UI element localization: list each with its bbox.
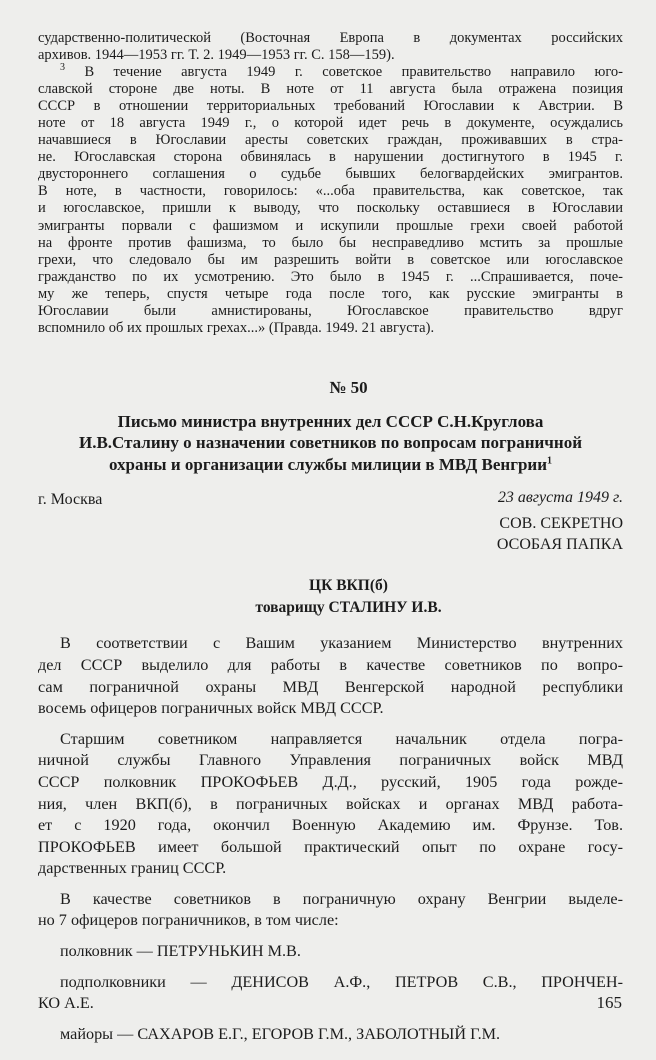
document-place: г. Москва bbox=[38, 491, 103, 509]
body-line: дел СССР выделило для работы в качестве советников по вопро- bbox=[38, 655, 623, 674]
footnote-line: В ноте, в частности, говорилось: «...оба правительства, как советское, так bbox=[38, 183, 623, 200]
body-line: подполковники — ДЕНИСОВ А.Ф., ПЕТРОВ С.В., ПРОНЧЕН- bbox=[60, 972, 623, 991]
paragraph bbox=[38, 633, 623, 719]
footnote-marker: 3 bbox=[60, 62, 65, 74]
body-line: сам пограничной охраны МВД Венгерской народной республики bbox=[38, 677, 623, 696]
title-line: охраны и организации службы милиции в МВД Венгрии bbox=[108, 454, 547, 474]
paragraph bbox=[38, 972, 623, 1015]
addressee-line: ЦК ВКП(б) bbox=[309, 577, 388, 595]
paragraph bbox=[38, 729, 623, 880]
footnote-line: сударственно-политической (Восточная Европа в документах российских bbox=[38, 30, 623, 46]
footnote-line: грехи, что следовало бы им разрешить войти в советское или югославское bbox=[38, 251, 623, 268]
title-line: Письмо министра внутренних дел СССР С.Н.Круглова bbox=[117, 411, 544, 431]
body-line: но 7 офицеров пограничников, в том числе: bbox=[38, 911, 339, 930]
body-line: Старшим советником направляется начальник отдела погра- bbox=[60, 729, 623, 748]
footnote-line: му же теперь, спустя четыре года после того, как русские эмигранты в bbox=[38, 285, 623, 302]
footnote bbox=[38, 30, 623, 337]
footnote-line: Югославии были амнистированы, Югославское правительство вдруг bbox=[38, 302, 623, 319]
body-line: КО А.Е. bbox=[38, 994, 94, 1013]
footnote-text: В течение августа 1949 г. советское правительство направило юго- bbox=[84, 64, 623, 81]
body-line: дарственных границ СССР. bbox=[38, 859, 227, 878]
letter-body bbox=[38, 633, 623, 1045]
footnote-line: эмигранты порвали с фашизмом и искупили прошлые грехи своей работой bbox=[38, 217, 623, 234]
footnote-line: не. Югославская сторона обвинялась в нарушении достигнутого в 1945 г. bbox=[38, 149, 623, 166]
paragraph bbox=[38, 889, 623, 932]
body-line: СССР полковник ПРОКОФЬЕВ Д.Д., русский, 1905 года рожде- bbox=[38, 772, 623, 791]
title-line: И.В.Сталину о назначении советников по вопросам пограничной bbox=[78, 433, 582, 453]
body-line: полковник — ПЕТРУНЬКИН М.В. bbox=[60, 942, 301, 961]
page-number: 165 bbox=[596, 993, 622, 1012]
body-line: ничной службы Главного Управления пограничных войск МВД bbox=[38, 751, 623, 770]
body-line: майоры — САХАРОВ Е.Г., ЕГОРОВ Г.М., ЗАБОЛОТНЫЙ Г.М. bbox=[60, 1024, 501, 1043]
document-date: 23 августа 1949 г. bbox=[497, 489, 623, 507]
footnote-line: на фронте против фашизма, то было бы несправедливо мстить за прошлые bbox=[38, 234, 623, 251]
classification-line: ОСОБАЯ ПАПКА bbox=[496, 536, 623, 554]
body-line: В соответствии с Вашим указанием Министерство внутренних bbox=[60, 634, 623, 653]
body-line: В качестве советников в пограничную охрану Венгрии выделе- bbox=[60, 889, 623, 908]
document-title bbox=[38, 411, 623, 476]
addressee bbox=[38, 575, 623, 619]
footnote-line: славской стороне две ноты. В ноте от 11 августа была отражена позиция bbox=[38, 81, 623, 98]
footnote-line: гражданство по их усмотрению. Это было в 1945 г. ...Спрашивается, поче- bbox=[38, 268, 623, 285]
classification-stamp bbox=[497, 513, 623, 555]
footnote-line: ноте от 18 августа 1949 г., о которой идет речь в документе, осуждались bbox=[38, 115, 623, 132]
body-line: ет с 1920 года, окончил Военную Академию им. Фрунзе. Тов. bbox=[38, 816, 623, 835]
document-meta bbox=[38, 489, 623, 553]
footnote-line: вспомнило об их прошлых грехах...» (Правда. 1949. 21 августа). bbox=[38, 319, 435, 336]
body-line: ния, член ВКП(б), в пограничных войсках и органах МВД работа- bbox=[38, 794, 623, 813]
paragraph bbox=[38, 941, 623, 963]
footnote-line: начавшиеся в Югославии аресты советских граждан, проживавших в стра- bbox=[38, 132, 623, 149]
document-number: № 50 bbox=[329, 377, 368, 397]
paragraph bbox=[38, 1024, 623, 1046]
footnote-line: СССР в отношении территориальных требований Югославии к Австрии. В bbox=[38, 98, 623, 115]
footnote-line: двустороннего соглашения о судьбе бывших белогвардейских эмигрантов. bbox=[38, 166, 623, 183]
footnote-line: и югославское, пришли к выводу, что поскольку оставшиеся в Югославии bbox=[38, 200, 623, 217]
body-line: ПРОКОФЬЕВ имеет большой практический опыт по охране госу- bbox=[38, 837, 623, 856]
title-note-marker: 1 bbox=[547, 455, 552, 467]
body-line: восемь офицеров пограничных войск МВД СССР. bbox=[38, 699, 384, 718]
addressee-line: товарищу СТАЛИНУ И.В. bbox=[255, 599, 442, 617]
footnote-line: архивов. 1944—1953 гг. Т. 2. 1949—1953 гг. С. 158—159). bbox=[38, 47, 395, 64]
title-line-with-note bbox=[38, 454, 623, 476]
page-content bbox=[38, 30, 623, 1054]
footnote-line-with-marker bbox=[38, 64, 623, 81]
classification-line: СОВ. СЕКРЕТНО bbox=[499, 515, 623, 533]
